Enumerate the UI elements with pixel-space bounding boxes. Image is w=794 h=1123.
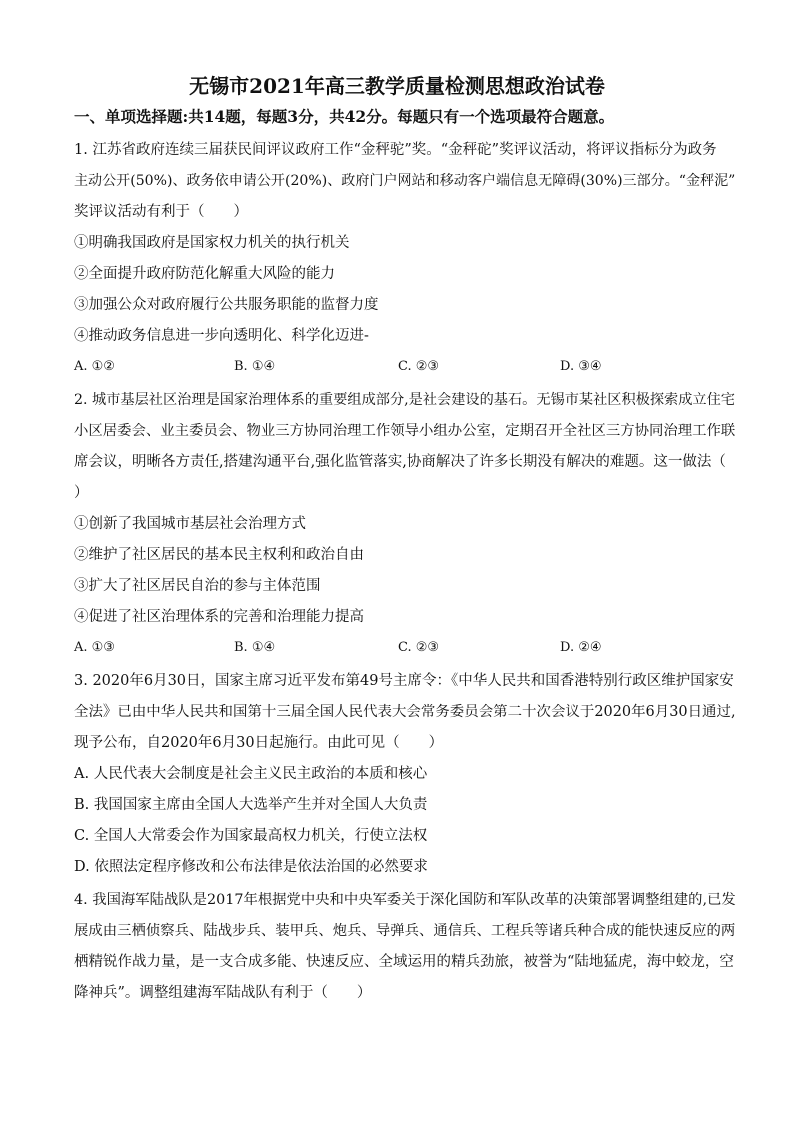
option-d: D. ③④ <box>560 359 602 374</box>
option-d: D. ②④ <box>560 640 602 655</box>
question-text-line: 奖评议活动有利于（ ） <box>74 204 248 220</box>
exam-title: 无锡市2021年高三教学质量检测思想政治试卷 <box>189 74 605 98</box>
option-a: A. ①③ <box>74 640 115 655</box>
statement-2: ②维护了社区居民的基本民主权利和政治自由 <box>74 547 364 563</box>
statement-3: ③加强公众对政府履行公共服务职能的监督力度 <box>74 297 379 313</box>
option-b: B. ①④ <box>234 359 276 374</box>
statement-2: ②全面提升政府防范化解重大风险的能力 <box>74 266 335 282</box>
statement-1: ①创新了我国城市基层社会治理方式 <box>74 516 306 532</box>
question-text-line: 小区居委会、业主委员会、物业三方协同治理工作领导小组办公室，定期召开全社区三方协同治理工作联 <box>74 423 736 439</box>
question-text-line: 1. 江苏省政府连续三届获民间评议政府工作“金秤驼”奖。“金秤砣”奖评议活动，将评议指标分为政务 <box>74 142 717 158</box>
question-text-line: 栖精锐作战力量，是一支合成多能、快速反应、全域运用的精兵劲旅，被誉为“陆地猛虎，海中蛟龙，空 <box>74 954 734 970</box>
question-text-line: 现予公布，自2020年6月30日起施行。由此可见（ ） <box>74 735 444 751</box>
question-text-line: ） <box>74 485 89 501</box>
option-c: C. ②③ <box>398 359 440 374</box>
statement-3: ③扩大了社区居民自治的参与主体范围 <box>74 578 321 594</box>
option-c: C. 全国人大常委会作为国家最高权力机关，行使立法权 <box>74 828 428 844</box>
option-b: B. 我国国家主席由全国人大选举产生并对全国人大负责 <box>74 797 428 813</box>
question-text-line: 3. 2020年6月30日，国家主席习近平发布第49号主席令：《中华人民共和国香港特别行政区维护国家安 <box>74 673 734 689</box>
option-c: C. ②③ <box>398 640 440 655</box>
question-text-line: 席会议，明晰各方责任,搭建沟通平台,强化监管落实,协商解决了许多长期没有解决的难题。这一做法（ <box>74 454 726 470</box>
question-text-line: 降神兵”。调整组建海军陆战队有利于（ ） <box>74 985 372 1001</box>
statement-4: ④促进了社区治理体系的完善和治理能力提高 <box>74 609 364 625</box>
statement-1: ①明确我国政府是国家权力机关的执行机关 <box>74 235 350 251</box>
question-text-line: 全法》已由中华人民共和国第十三届全国人民代表大会常务委员会第二十次会议于2020年6月30日通过, <box>74 704 736 720</box>
question-text-line: 展成由三栖侦察兵、陆战步兵、装甲兵、炮兵、导弹兵、通信兵、工程兵等诸兵种合成的能快速反应的两 <box>74 923 736 939</box>
question-text-line: 4. 我国海军陆战队是2017年根据党中央和中央军委关于深化国防和军队改革的决策部署调整组建的,已发 <box>74 892 736 908</box>
option-a: A. 人民代表大会制度是社会主义民主政治的本质和核心 <box>74 766 428 782</box>
question-text-line: 主动公开(50%)、政务依申请公开(20%)、政府门户网站和移动客户端信息无障碍(30%)三部分。“金秤泥” <box>74 173 736 189</box>
section-heading: 一、单项选择题:共14题，每题3分，共42分。每题只有一个选项最符合题意。 <box>74 107 615 126</box>
option-a: A. ①② <box>74 359 115 374</box>
option-d: D. 依照法定程序修改和公布法律是依法治国的必然要求 <box>74 859 428 875</box>
statement-4: ④推动政务信息进一步向透明化、科学化迈进- <box>74 328 369 344</box>
question-text-line: 2. 城市基层社区治理是国家治理体系的重要组成部分,是社会建设的基石。无锡市某社区积极探索成立住宅 <box>74 392 735 408</box>
option-b: B. ①④ <box>234 640 276 655</box>
